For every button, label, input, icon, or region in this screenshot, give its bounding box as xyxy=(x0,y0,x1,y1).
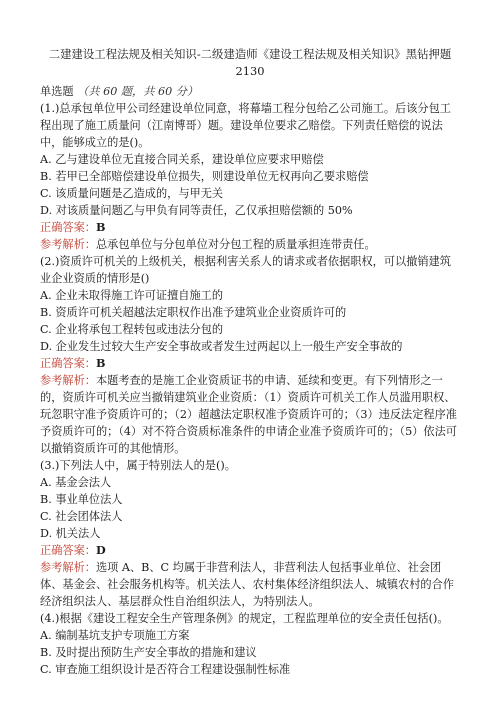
option-b: B. 及时提出预防生产安全事故的措施和建议 xyxy=(40,646,257,659)
section-label: 单选题 xyxy=(40,85,74,98)
analysis-label: 参考解析： xyxy=(40,238,96,251)
question-1 xyxy=(40,100,460,253)
correct-answer xyxy=(40,219,460,236)
section-note: （共 60 题，共 60 分） xyxy=(77,85,199,98)
option-c: C. 企业将承包工程转包或违法分包的 xyxy=(40,323,224,336)
section-header xyxy=(40,83,460,100)
answer-value: D xyxy=(95,543,106,557)
reference-analysis xyxy=(40,236,460,253)
answer-value: B xyxy=(95,356,106,370)
correct-answer xyxy=(40,542,460,559)
question-stem: (4.)根据《建设工程安全生产管理条例》的规定，工程监理单位的安全责任包括()。 xyxy=(40,612,449,625)
option-b: B. 资质许可机关超越法定职权作出准予建筑业企业资质许可的 xyxy=(40,306,347,319)
answer-value: B xyxy=(95,220,106,234)
analysis-text: 本题考查的是施工企业资质证书的申请、延续和变更。有下列情形之一的，资质许可机关应当撤销建筑业企业资质：（1）资质许可机关工作人员滥用职权、玩忽职守准予资质许可的；（2）超越法定职权准予资质许可的；（3）违反法定程序准予资质许可的；（4）对不符合资质标准条件的申请企业准予资质许可的；（5）依法可以撤销资质许可的其他情形。 xyxy=(40,374,457,455)
question-stem: (1.)总承包单位甲公司经建设单位同意，将幕墙工程分包给乙公司施工。后该分包工程出现了施工质量问（江南博哥）题。建设单位要求乙赔偿。下列责任赔偿的说法中，能够成立的是()。 xyxy=(40,102,451,149)
option-a: A. 企业未取得施工许可证擅自施工的 xyxy=(40,289,224,302)
answer-label: 正确答案： xyxy=(40,357,96,370)
option-d: D. 企业发生过较大生产安全事故或者发生过两起以上一般生产安全事故的 xyxy=(40,340,403,353)
reference-analysis xyxy=(40,559,460,610)
option-d: D. 对该质量问题乙与甲负有同等责任，乙仅承担赔偿额的 50% xyxy=(40,204,353,217)
answer-label: 正确答案： xyxy=(40,221,96,234)
analysis-text: 选项 A、B、C 均属于非营利法人，非营利法人包括事业单位、社会团体、基金会、社会服务机构等。机关法人、农村集体经济组织法人、城镇农村的合作经济组织法人、基层群众性自治组织法人，为特别法人。 xyxy=(40,561,454,608)
question-stem: (2.)资质许可机关的上级机关，根据利害关系人的请求或者依据职权，可以撤销建筑业企业资质的情形是() xyxy=(40,255,451,285)
option-a: A. 乙与建设单位无直接合同关系，建设单位应要求甲赔偿 xyxy=(40,153,324,166)
option-b: B. 若甲已全部赔偿建设单位损失，则建设单位无权再向乙要求赔偿 xyxy=(40,170,369,183)
option-c: C. 社会团体法人 xyxy=(40,510,123,523)
option-c: C. 该质量问题是乙造成的，与甲无关 xyxy=(40,187,224,200)
question-stem: (3.)下列法人中，属于特别法人的是()。 xyxy=(40,459,236,472)
option-a: A. 编制基坑支护专项施工方案 xyxy=(40,629,190,642)
option-a: A. 基金会法人 xyxy=(40,476,112,489)
answer-label: 正确答案： xyxy=(40,544,96,557)
analysis-label: 参考解析： xyxy=(40,561,96,574)
document-title: 二建建设工程法规及相关知识-二级建造师《建设工程法规及相关知识》黑钻押题2130 xyxy=(48,47,452,78)
question-2 xyxy=(40,253,460,457)
analysis-label: 参考解析： xyxy=(40,374,96,387)
option-c: C. 审查施工组织设计是否符合工程建设强制性标准 xyxy=(40,663,291,676)
option-b: B. 事业单位法人 xyxy=(40,493,123,506)
reference-analysis xyxy=(40,372,460,457)
analysis-text: 总承包单位与分包单位对分包工程的质量承担连带责任。 xyxy=(95,238,376,251)
question-3 xyxy=(40,457,460,610)
correct-answer xyxy=(40,355,460,372)
question-4 xyxy=(40,610,460,678)
option-d: D. 机关法人 xyxy=(40,527,101,540)
